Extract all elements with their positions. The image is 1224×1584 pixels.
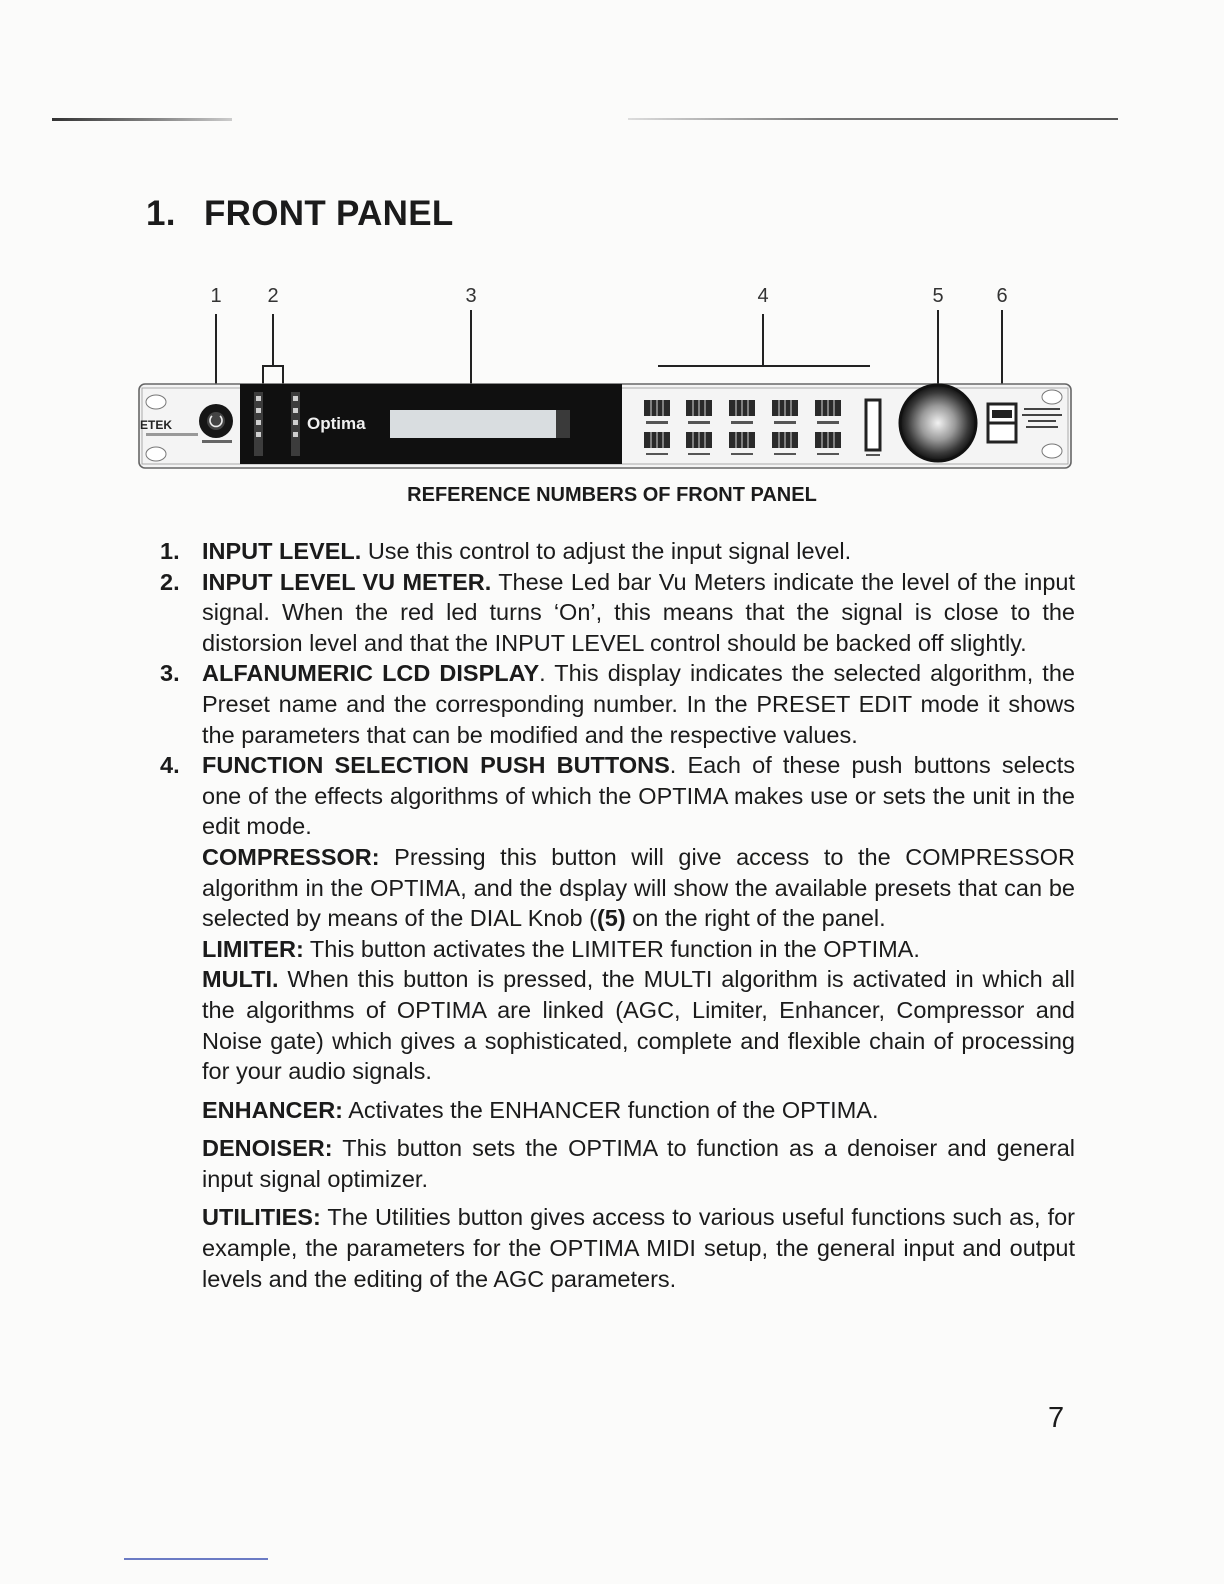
page-number: 7	[1048, 1402, 1065, 1434]
subitem-title: DENOISER:	[202, 1135, 333, 1162]
list-item	[160, 658, 1075, 750]
subitem-text-after: on the right of the panel.	[625, 905, 886, 932]
section-heading	[146, 194, 454, 234]
subitem-limiter	[160, 934, 1075, 965]
subitem-text: The Utilities button gives access to various useful functions such as, for example, the parameters for the OPTIMA MIDI setup, the general input and output levels and the editing of the AGC parameters.	[202, 1204, 1075, 1292]
subitem-text: This button activates the LIMITER function in the OPTIMA.	[303, 935, 920, 962]
item-title: ALFANUMERIC LCD DISPLAY	[202, 660, 540, 687]
subitem-text: Pressing this button will give access to the COMPRESSOR algorithm in the OPTIMA, and the dsplay will show the available presets that can be selected by means of the DIAL Knob (	[202, 843, 1075, 932]
callout-2: 2	[267, 285, 279, 307]
header-rule-left	[52, 118, 232, 121]
item-title: INPUT LEVEL.	[202, 538, 362, 564]
item-number: 3.	[160, 660, 180, 687]
callout-6: 6	[996, 285, 1008, 307]
list-item	[160, 536, 1075, 567]
section-number: 1.	[146, 194, 176, 233]
list-item	[160, 567, 1075, 659]
subitem-compressor	[160, 842, 1075, 934]
item-number: 1.	[160, 538, 180, 564]
enter-button[interactable]	[866, 400, 880, 450]
dial-knob[interactable]	[900, 385, 976, 461]
subitem-text: Activates the ENHANCER function of the OPTIMA.	[343, 1096, 879, 1123]
callout-1: 1	[210, 285, 222, 307]
front-panel-diagram	[136, 280, 1076, 480]
list-item	[160, 750, 1075, 842]
header-rule-right	[628, 118, 1118, 120]
subitem-enhancer	[160, 1095, 1075, 1126]
item-title: INPUT LEVEL VU METER.	[202, 568, 492, 595]
item-text: These Led bar Vu Meters indicate the level of the input signal. When the red led turns ‘On’, this means that the signal is close to the distorsion level and that the INPUT LEVEL control should be backed off slightly.	[202, 568, 1075, 656]
callout-4: 4	[757, 285, 769, 307]
subitem-title: COMPRESSOR:	[202, 843, 380, 870]
reference-list	[160, 536, 1075, 1294]
item-number: 2.	[160, 568, 180, 595]
callout-3: 3	[465, 285, 477, 307]
subitem-title: LIMITER:	[202, 935, 304, 962]
section-title: FRONT PANEL	[204, 194, 454, 233]
subitem-title: UTILITIES:	[202, 1204, 321, 1231]
item-title: FUNCTION SELECTION PUSH BUTTONS	[202, 752, 670, 779]
footer-rule	[124, 1558, 268, 1560]
lcd-label: Optima	[307, 414, 366, 433]
subitem-denoiser	[160, 1133, 1075, 1194]
subitem-multi	[160, 964, 1075, 1086]
brand-logo: ETEK	[140, 418, 173, 432]
item-text: . This display indicates the selected algorithm, the Preset name and the corresponding number. In the PRESET EDIT mode it shows the parameters that can be modified and the respective values.	[202, 660, 1075, 748]
subitem-ref: (5)	[596, 905, 626, 932]
subitem-text: This button sets the OPTIMA to function as a denoiser and general input signal optimizer.	[202, 1135, 1075, 1192]
subitem-utilities	[160, 1202, 1075, 1294]
figure-caption: REFERENCE NUMBERS OF FRONT PANEL	[407, 484, 817, 506]
item-text: . Each of these push buttons selects one of the effects algorithms of which the OPTIMA makes use or sets the unit in the edit mode.	[202, 752, 1075, 840]
power-switch[interactable]	[988, 404, 1016, 442]
lcd-screen	[390, 410, 560, 438]
item-number: 4.	[160, 752, 180, 779]
item-text: Use this control to adjust the input signal level.	[367, 538, 852, 564]
subitem-title: ENHANCER:	[202, 1096, 343, 1123]
callout-5: 5	[932, 285, 944, 307]
subitem-text: When this button is pressed, the MULTI algorithm is activated in which all the algorithms of OPTIMA are linked (AGC, Limiter, Enhancer, Compressor and Noise gate) which gives a sophisticated, complete and flexible chain of processing for your audio signals.	[202, 966, 1075, 1085]
subitem-title: MULTI.	[202, 966, 279, 993]
